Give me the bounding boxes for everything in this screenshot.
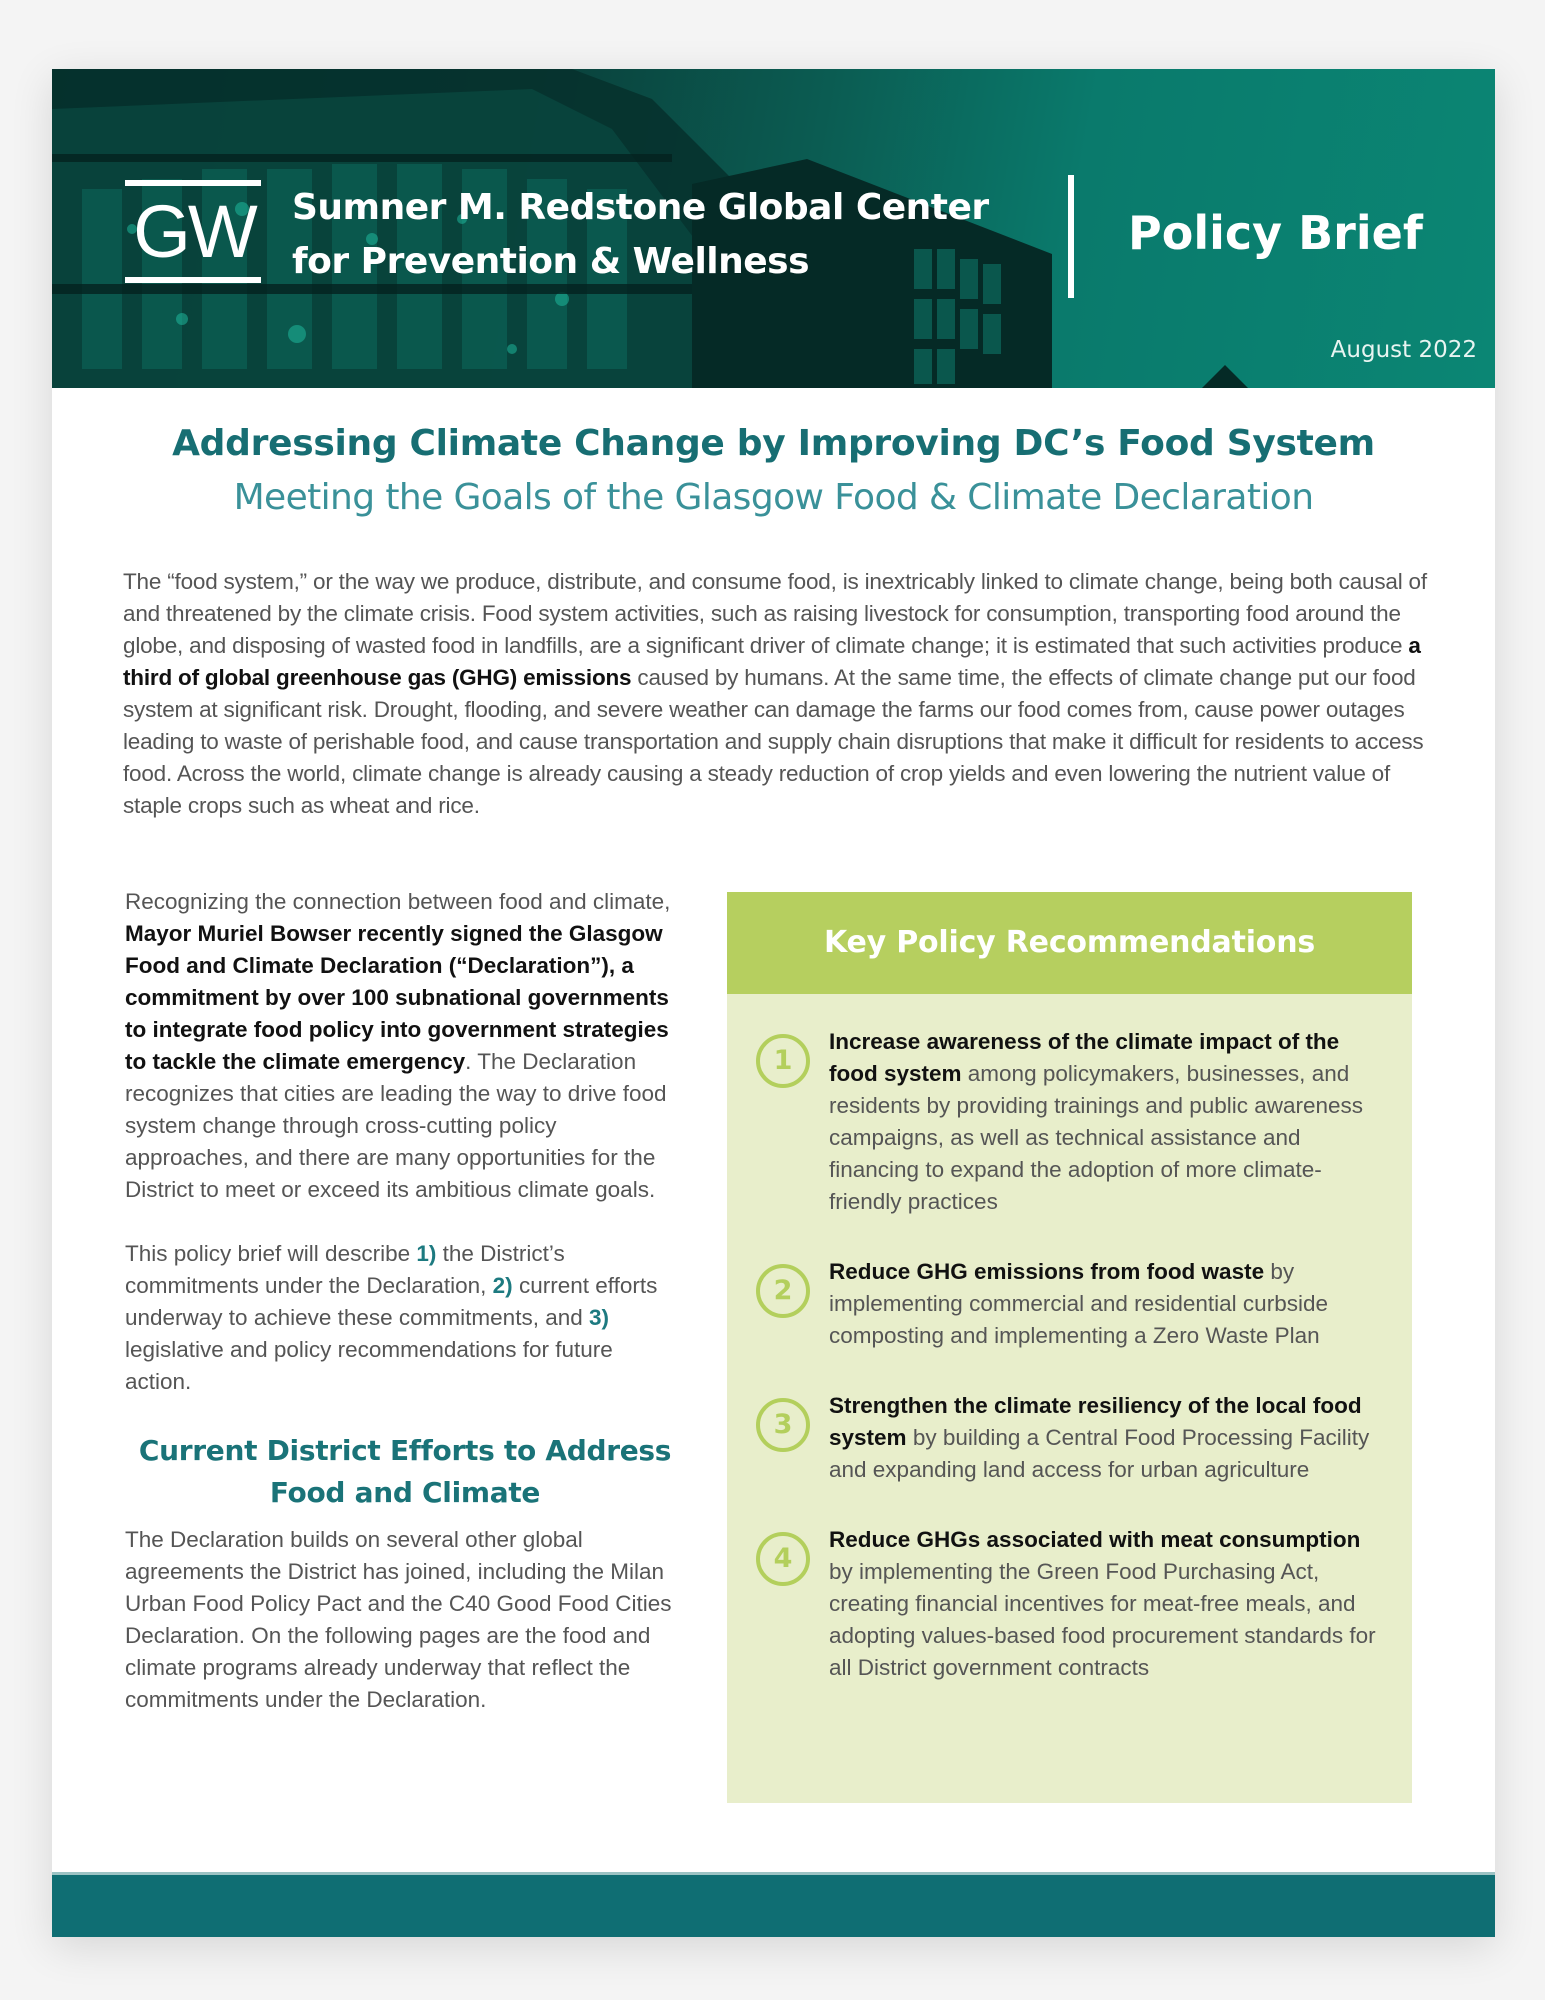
number-circle-icon: 2 — [756, 1264, 810, 1318]
footer-bar — [52, 1872, 1495, 1937]
publication-date: August 2022 — [1330, 337, 1477, 363]
recommendation-title: Increase awareness of the climate impact of the food system — [829, 1029, 1340, 1086]
outline-text: current efforts underway to achieve these commitments, and — [125, 1273, 658, 1330]
outline-text: the District’s commitments under the Declaration, — [125, 1241, 565, 1298]
center-name-line1: Sumner M. Redstone Global Center — [292, 187, 989, 228]
header-divider — [1068, 175, 1074, 298]
center-name-line2: for Prevention & Wellness — [292, 241, 810, 282]
declaration-text-end: . The Declaration recognizes that cities are leading the way to drive food system change through cross-cutting policy approaches, and there are many opportunities for the District to meet or exceed its ambitious climate goals. — [125, 1049, 667, 1202]
intro-paragraph — [123, 566, 1443, 822]
recommendations-header: Key Policy Recommendations — [727, 892, 1412, 994]
brief-outline-paragraph — [125, 1238, 685, 1398]
gw-logo — [125, 180, 261, 283]
declaration-highlight: Mayor Muriel Bowser recently signed the Glasgow Food and Climate Declaration (“Declaration”), a commitment by over 100 subnational governments to integrate food policy into government strategies to tackle the climate emergency — [125, 921, 669, 1074]
current-efforts-paragraph: The Declaration builds on several other global agreements the District has joined, including the Milan Urban Food Policy Pact and the C40 Good Food Cities Declaration. On the following pages are the food and climate programs already underway that reflect the commitments under the Declaration. — [125, 1527, 672, 1712]
outline-number: 3) — [589, 1305, 610, 1330]
intro-text-end: caused by humans. At the same time, the effects of climate change put our food system at significant risk. Drought, flooding, and severe weather can damage the farms our food comes from, cause power outages leading to waste of perishable food, and cause transportation and supply chain disruptions that make it difficult for residents to access food. Across the world, climate change is already causing a steady reduction of crop yields and even lowering the nutrient value of staple crops such as wheat and rice. — [123, 665, 1424, 818]
outline-text: legislative and policy recommendations for future action. — [125, 1337, 613, 1394]
outline-text: This policy brief will describe — [125, 1241, 417, 1266]
page-title: Addressing Climate Change by Improving DC’s Food System — [172, 423, 1375, 464]
section-heading-current-efforts: Current District Efforts to Address Food and Climate — [138, 1434, 672, 1509]
key-recommendations-box — [727, 892, 1412, 1803]
intro-text-start: The “food system,” or the way we produce, distribute, and consume food, is inextricably linked to climate change, being both causal of and threatened by the climate crisis. Food system activities, such as raising livestock for consumption, transporting food around the globe, and disposing of wasted food in landfills, are a significant driver of climate change; it is estimated that such activities produce — [123, 569, 1427, 658]
outline-number: 1) — [416, 1241, 437, 1266]
page-subtitle: Meeting the Goals of the Glasgow Food & Climate Declaration — [233, 477, 1314, 518]
document-type-label: Policy Brief — [1128, 206, 1423, 260]
recommendation-text: by implementing the Green Food Purchasing Act, creating financial incentives for meat-free meals, and adopting values-based food procurement standards for all District government contracts — [829, 1559, 1376, 1680]
recommendation-item — [727, 1256, 1412, 1352]
recommendation-item — [727, 1524, 1412, 1684]
recommendation-title: Reduce GHGs associated with meat consumption — [829, 1527, 1361, 1552]
recommendation-text: among policymakers, businesses, and residents by providing trainings and public awareness campaigns, as well as technical assistance and financing to expand the adoption of more climate-friendly practices — [829, 1061, 1364, 1214]
intro-highlight: a third of global greenhouse gas (GHG) emissions — [123, 633, 1421, 690]
center-name — [292, 181, 989, 289]
left-column — [125, 886, 685, 1716]
logo-text: GW — [133, 190, 255, 273]
number-circle-icon: 1 — [756, 1034, 810, 1088]
recommendation-item — [727, 1026, 1412, 1218]
policy-brief-page — [52, 69, 1495, 1937]
declaration-text-start: Recognizing the connection between food and climate, — [125, 889, 671, 914]
outline-number: 2) — [492, 1273, 513, 1298]
recommendation-title: Reduce GHG emissions from food waste — [829, 1259, 1265, 1284]
number-circle-icon: 3 — [756, 1398, 810, 1452]
recommendation-text: by implementing commercial and residential curbside composting and implementing a Zero Waste Plan — [829, 1259, 1328, 1348]
header-banner — [52, 69, 1495, 388]
logo-bottom-bar — [125, 277, 261, 283]
declaration-paragraph — [125, 886, 685, 1206]
recommendation-item — [727, 1390, 1412, 1486]
number-circle-icon: 4 — [756, 1532, 810, 1586]
recommendations-list — [727, 994, 1412, 1684]
recommendation-text: by building a Central Food Processing Facility and expanding land access for urban agriculture — [829, 1425, 1370, 1482]
logo-top-bar — [125, 180, 261, 186]
recommendation-title: Strengthen the climate resiliency of the local food system — [829, 1393, 1362, 1450]
